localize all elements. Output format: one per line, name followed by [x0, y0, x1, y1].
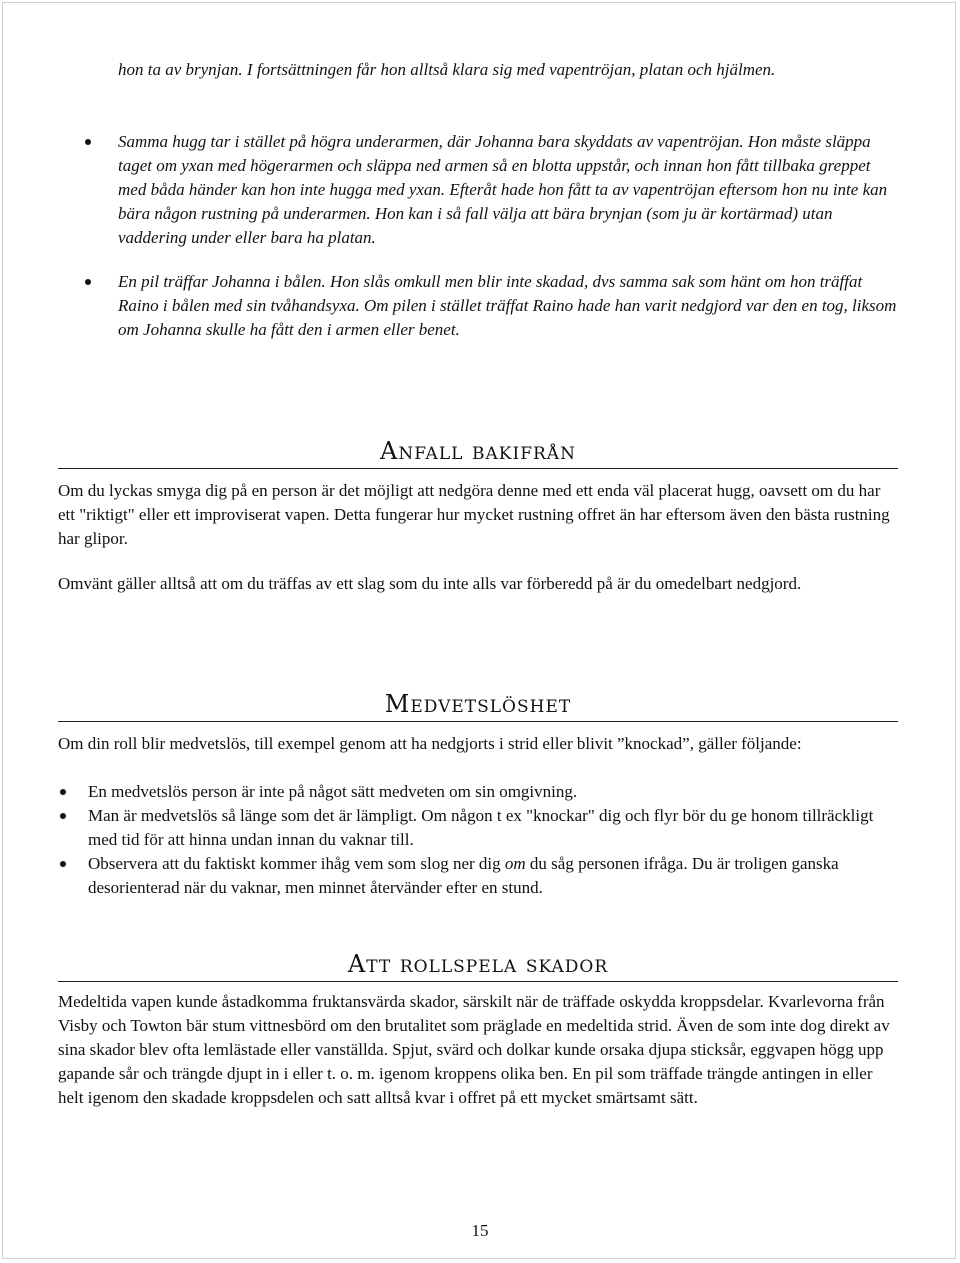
page-number: 15 — [471, 1221, 489, 1240]
paragraph: Omvänt gäller alltså att om du träffas av ett slag som du inte alls var förberedd på är du omedelbart nedgjord. — [58, 574, 802, 593]
list-item: Man är medvetslös så länge som det är lämpligt. Om någon t ex "knockar" dig och flyr bör du ge honom tillräckligt med tid för att hinna undan innan du vaknar till. — [88, 804, 888, 852]
list-item: Samma hugg tar i stället på högra underarmen, där Johanna bara skyddats av vapentröjan. Hon måste släppa taget om yxan med högerarmen och släppa ned armen så en blotta uppstår, och innan hon fått tillbaka greppet med båda händer kan hon inte hugga med yxan. Efteråt hade hon fått ta av vapentröjan eftersom hon nu inte kan bära någon rustning på underarmen. Hon kan i så fall välja att bära brynjan (som ju är kortärmad) utan vaddering under eller bara ha platan. — [118, 130, 898, 250]
top-bullet-list — [118, 130, 898, 342]
emphasis-text: om — [504, 854, 526, 873]
continued-paragraph: hon ta av brynjan. I fortsättningen får hon alltså klara sig med vapentröjan, platan och hjälmen. — [118, 60, 776, 79]
list-item: En pil träffar Johanna i bålen. Hon slås omkull men blir inte skadad, dvs samma sak som hänt om hon träffat Raino i bålen med sin tvåhandsyxa. Om pilen i stället träffat Raino hade han varit nedgjord var den en tog, liksom om Johanna skulle ha fått den i armen eller benet. — [118, 270, 898, 342]
divider — [58, 468, 898, 469]
list-item — [88, 852, 888, 900]
divider — [58, 721, 898, 722]
list-item: En medvetslös person är inte på något sätt medveten om sin omgivning. — [88, 780, 888, 804]
heading-anfall: Anfall bakifrån — [380, 437, 576, 465]
paragraph: Om du lyckas smyga dig på en person är det möjligt att nedgöra denne med ett enda väl placerat hugg, oavsett om du har ett "riktigt" eller ett improviserat vapen. Detta fungerar hur mycket rustning offret än har eftersom även den bästa rustning har glipor. — [58, 481, 890, 548]
heading-medvetsloshet: Medvetslöshet — [384, 690, 572, 718]
heading-skador: Att rollspela skador — [347, 950, 609, 978]
paragraph: Om din roll blir medvetslös, till exempel genom att ha nedgjorts i strid eller blivit ”knockad”, gäller följande: — [58, 734, 802, 753]
divider — [58, 981, 898, 982]
bullet-text: du såg personen ifråga. Du är troligen ganska desorienterad när du vaknar, men minnet återvänder efter en stund. — [88, 854, 839, 897]
paragraph: Medeltida vapen kunde åstadkomma fruktansvärda skador, särskilt när de träffade oskydda kroppsdelar. Kvarlevorna från Visby och Towton bär stum vittnesbörd om den brutalitet som präglade en medeltida strid. Även de som inte dog direkt av sina skador blev ofta lemlästade eller vanställda. Spjut, svärd och dolkar kunde orsaka djupa sticksår, eggvapen högg upp gapande sår och trängde djupt in i eller t. o. m. igenom kroppens olika ben. En pil som träffade trängde antingen in eller helt igenom den skadade kroppsdelen och satt alltså kvar i offret på ett mycket smärtsamt sätt. — [58, 992, 890, 1107]
medvetslos-bullet-list — [88, 780, 888, 900]
bullet-text: Observera att du faktiskt kommer ihåg vem som slog ner dig — [88, 854, 505, 873]
